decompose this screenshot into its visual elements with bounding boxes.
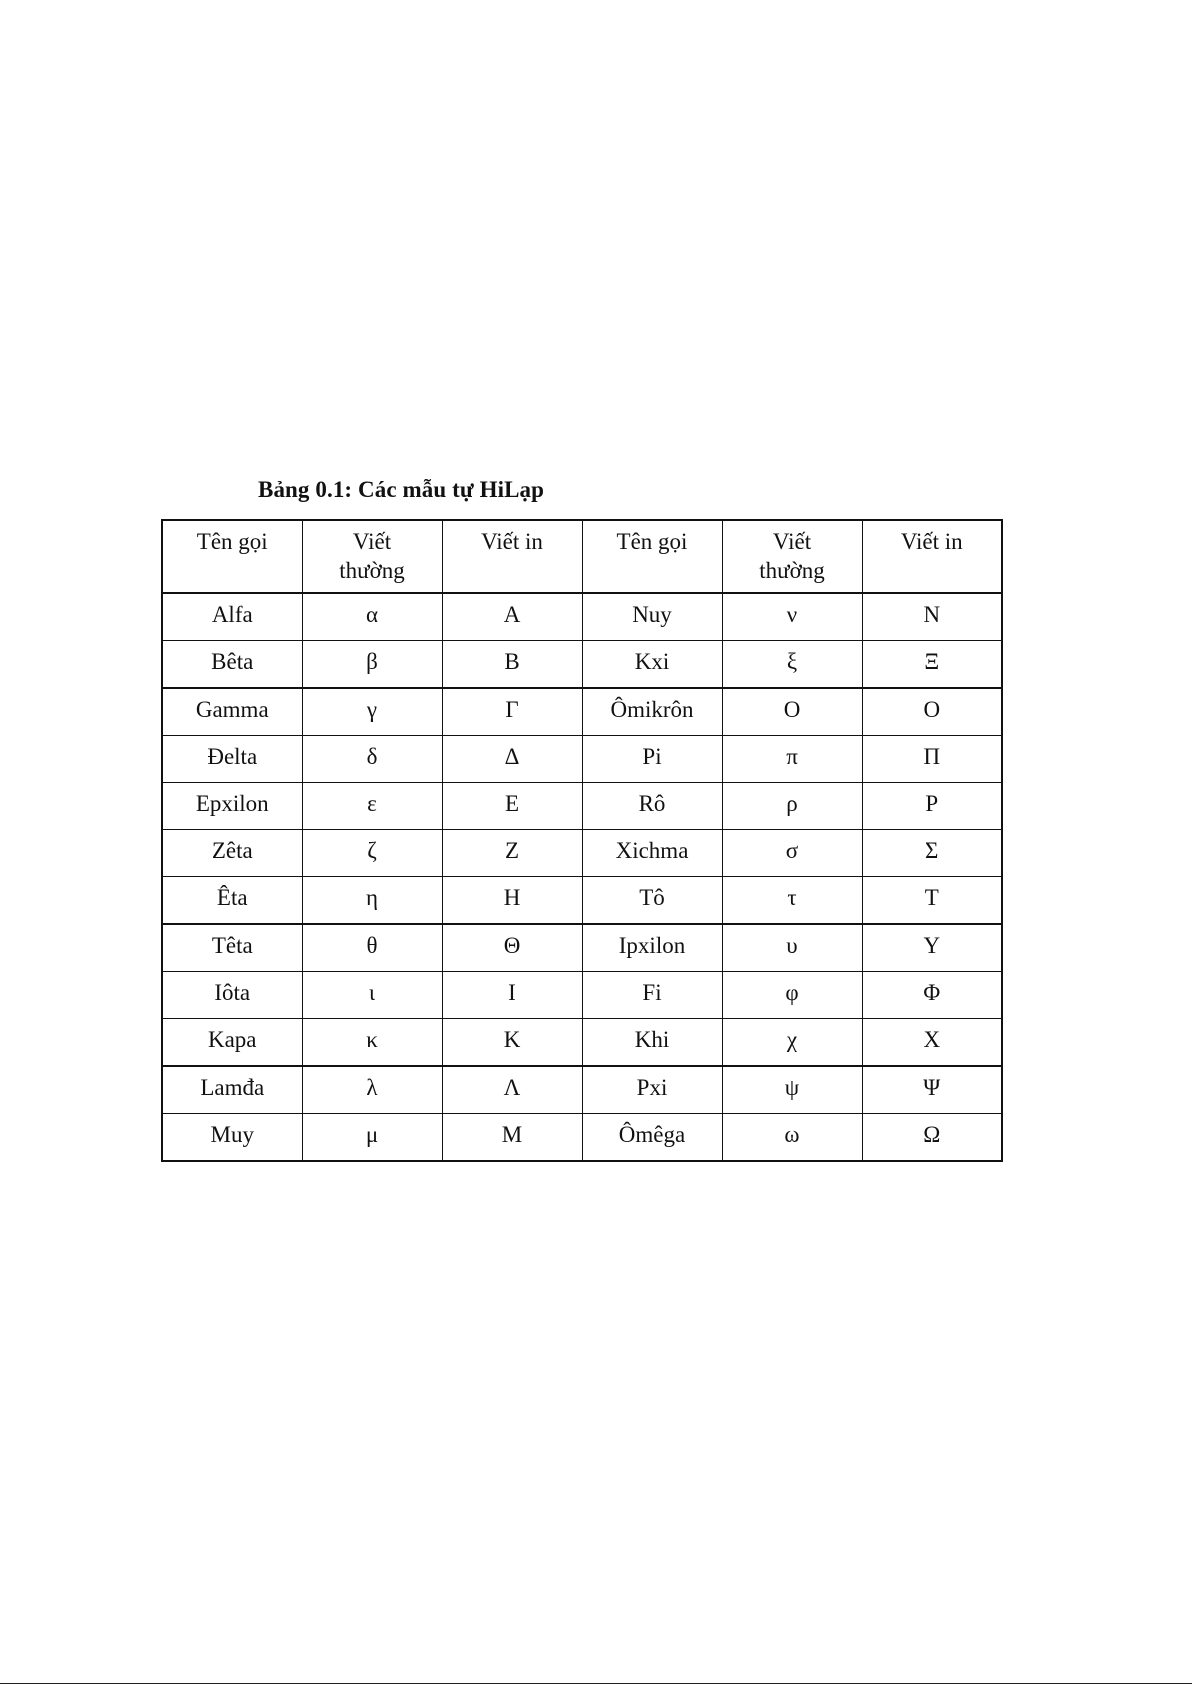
uppercase-letter: Ξ <box>862 641 1002 689</box>
lowercase-letter: ψ <box>722 1066 862 1114</box>
uppercase-letter: Δ <box>442 736 582 783</box>
table-body <box>162 593 1002 1161</box>
letter-name: Fi <box>582 972 722 1019</box>
lowercase-letter: υ <box>722 924 862 972</box>
uppercase-letter: B <box>442 641 582 689</box>
uppercase-letter: M <box>442 1114 582 1162</box>
uppercase-letter: N <box>862 593 1002 641</box>
lowercase-letter: τ <box>722 877 862 925</box>
letter-name: Rô <box>582 783 722 830</box>
lowercase-letter: β <box>302 641 442 689</box>
uppercase-letter: X <box>862 1019 1002 1067</box>
lowercase-letter: ν <box>722 593 862 641</box>
letter-name: Têta <box>162 924 302 972</box>
header-upper-left: Viết in <box>442 520 582 593</box>
table-header-row <box>162 520 1002 593</box>
table-row <box>162 641 1002 689</box>
letter-name: Nuy <box>582 593 722 641</box>
uppercase-letter: Γ <box>442 688 582 736</box>
table-row <box>162 877 1002 925</box>
uppercase-letter: Θ <box>442 924 582 972</box>
lowercase-letter: σ <box>722 830 862 877</box>
lowercase-letter: η <box>302 877 442 925</box>
letter-name: Xichma <box>582 830 722 877</box>
table-row <box>162 924 1002 972</box>
letter-name: Ipxilon <box>582 924 722 972</box>
table-row <box>162 1019 1002 1067</box>
table-row <box>162 830 1002 877</box>
table-row <box>162 736 1002 783</box>
uppercase-letter: Ψ <box>862 1066 1002 1114</box>
letter-name: Đelta <box>162 736 302 783</box>
letter-name: Khi <box>582 1019 722 1067</box>
letter-name: Êta <box>162 877 302 925</box>
uppercase-letter: T <box>862 877 1002 925</box>
table-row <box>162 783 1002 830</box>
uppercase-letter: I <box>442 972 582 1019</box>
header-upper-right: Viết in <box>862 520 1002 593</box>
letter-name: Ômêga <box>582 1114 722 1162</box>
lowercase-letter: δ <box>302 736 442 783</box>
lowercase-letter: χ <box>722 1019 862 1067</box>
uppercase-letter: E <box>442 783 582 830</box>
header-lower-left: Viết thường <box>302 520 442 593</box>
uppercase-letter: Ω <box>862 1114 1002 1162</box>
greek-alphabet-table <box>161 519 1003 1162</box>
lowercase-letter: ρ <box>722 783 862 830</box>
letter-name: Alfa <box>162 593 302 641</box>
page-bottom-rule <box>0 1683 1192 1684</box>
letter-name: Iôta <box>162 972 302 1019</box>
letter-name: Muy <box>162 1114 302 1162</box>
lowercase-letter: γ <box>302 688 442 736</box>
lowercase-letter: π <box>722 736 862 783</box>
table-row <box>162 688 1002 736</box>
lowercase-letter: α <box>302 593 442 641</box>
uppercase-letter: Ο <box>862 688 1002 736</box>
letter-name: Pxi <box>582 1066 722 1114</box>
uppercase-letter: K <box>442 1019 582 1067</box>
uppercase-letter: Y <box>862 924 1002 972</box>
table-row <box>162 1114 1002 1162</box>
letter-name: Lamđa <box>162 1066 302 1114</box>
lowercase-letter: ε <box>302 783 442 830</box>
lowercase-letter: ω <box>722 1114 862 1162</box>
uppercase-letter: Φ <box>862 972 1002 1019</box>
lowercase-letter: φ <box>722 972 862 1019</box>
letter-name: Ômikrôn <box>582 688 722 736</box>
table-row <box>162 593 1002 641</box>
uppercase-letter: H <box>442 877 582 925</box>
letter-name: Pi <box>582 736 722 783</box>
header-name-left: Tên gọi <box>162 520 302 593</box>
letter-name: Bêta <box>162 641 302 689</box>
uppercase-letter: A <box>442 593 582 641</box>
lowercase-letter: λ <box>302 1066 442 1114</box>
uppercase-letter: P <box>862 783 1002 830</box>
letter-name: Epxilon <box>162 783 302 830</box>
header-lower-right: Viết thường <box>722 520 862 593</box>
letter-name: Kapa <box>162 1019 302 1067</box>
lowercase-letter: ι <box>302 972 442 1019</box>
lowercase-letter: κ <box>302 1019 442 1067</box>
lowercase-letter: θ <box>302 924 442 972</box>
header-name-right: Tên gọi <box>582 520 722 593</box>
uppercase-letter: Z <box>442 830 582 877</box>
lowercase-letter: μ <box>302 1114 442 1162</box>
uppercase-letter: Π <box>862 736 1002 783</box>
table-row <box>162 972 1002 1019</box>
uppercase-letter: Σ <box>862 830 1002 877</box>
letter-name: Gamma <box>162 688 302 736</box>
lowercase-letter: ζ <box>302 830 442 877</box>
letter-name: Tô <box>582 877 722 925</box>
letter-name: Zêta <box>162 830 302 877</box>
lowercase-letter: ξ <box>722 641 862 689</box>
lowercase-letter: Ο <box>722 688 862 736</box>
table-row <box>162 1066 1002 1114</box>
uppercase-letter: Λ <box>442 1066 582 1114</box>
letter-name: Kxi <box>582 641 722 689</box>
table-caption: Bảng 0.1: Các mẫu tự HiLạp <box>258 477 545 502</box>
